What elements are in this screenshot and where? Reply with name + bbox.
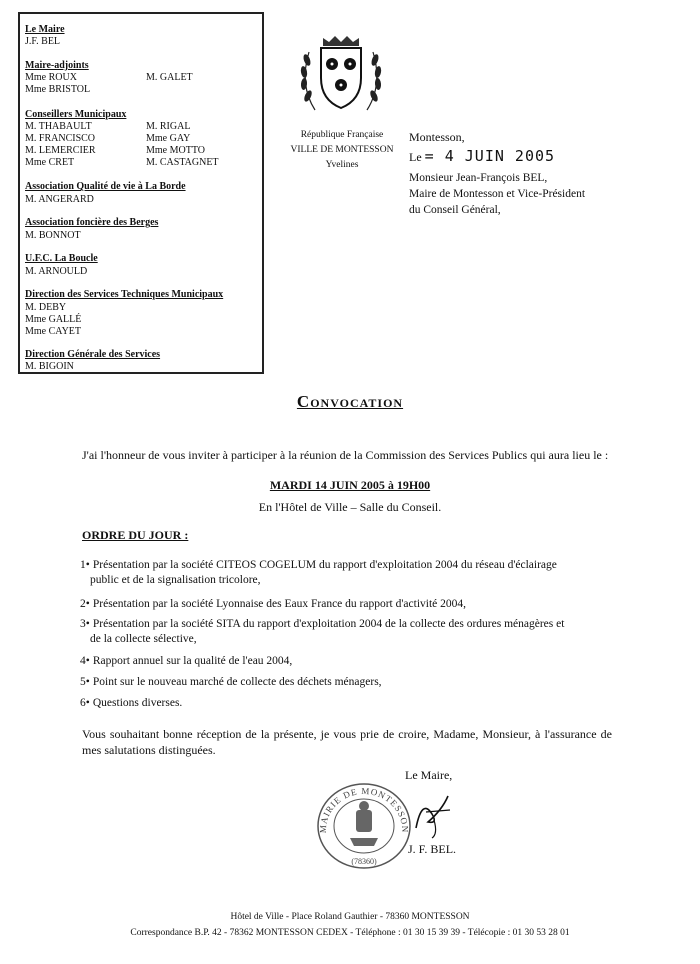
intro-paragraph: J'ai l'honneur de vous inviter à participer à la réunion de la Commission des Services Publics qui aura lieu le : <box>82 448 609 462</box>
asso1-title: Association Qualité de vie à La Borde <box>25 181 186 192</box>
adjoints-title: Maire-adjoints <box>25 60 89 71</box>
ufc-name: M. ARNOULD <box>25 266 88 277</box>
adjoint-name: M. GALET <box>146 72 193 83</box>
asso1-name: M. ANGERARD <box>25 194 94 205</box>
sender-line: du Conseil Général, <box>409 204 501 216</box>
signature-label: Le Maire, <box>405 768 453 782</box>
conseiller-name: M. THABAULT <box>25 121 92 132</box>
place-date <box>409 130 555 165</box>
agenda-item: 3• Présentation par la société SITA du rapport d'exploitation 2004 de la collecte des ordures ménagères et de la collecte sélective, <box>80 618 565 645</box>
agenda-item: 1• Présentation par la société CITEOS COGELUM du rapport d'exploitation 2004 du réseau d'éclairage public et de la signalisation tricolore, <box>80 559 557 586</box>
conseiller-name: M. LEMERCIER <box>25 145 96 156</box>
maire-title: Le Maire <box>25 24 65 35</box>
conseiller-name: Mme GAY <box>146 133 191 144</box>
yvelines-line: Yvelines <box>325 160 359 170</box>
conseillers-title: Conseillers Municipaux <box>25 109 127 120</box>
dst-title: Direction des Services Techniques Municipaux <box>25 289 224 300</box>
republique-line: République Française <box>300 130 384 140</box>
seal-bottom-text: (78360) <box>351 857 377 866</box>
asso2-name: M. BONNOT <box>25 230 81 241</box>
conseiller-name: Mme MOTTO <box>146 145 205 156</box>
city-label: Montesson, <box>409 130 465 144</box>
dgs-name: M. BIGOIN <box>25 361 74 372</box>
closing-paragraph: Vous souhaitant bonne réception de la présente, je vous prie de croire, Madame, Monsieur, à l'assurance de mes salutations distinguées. <box>82 727 612 757</box>
asso2-title: Association foncière des Berges <box>25 217 159 228</box>
agenda-item: 2• Présentation par la société Lyonnaise des Eaux France du rapport d'activité 2004, <box>80 598 467 610</box>
conseiller-name: M. FRANCISCO <box>25 133 96 144</box>
le-label: Le <box>409 150 422 164</box>
dst-name: M. DEBY <box>25 302 67 313</box>
footer-contact: Correspondance B.P. 42 - 78362 MONTESSON CEDEX - Téléphone : 01 30 15 39 39 - Télécopie : 01 30 53 28 01 <box>130 928 570 938</box>
footer-address: Hôtel de Ville - Place Roland Gauthier - 78360 MONTESSON <box>230 912 470 922</box>
sender-line: Maire de Montesson et Vice-Président <box>409 188 586 200</box>
official-seal <box>314 780 416 872</box>
agenda-title: ORDRE DU JOUR : <box>82 528 189 542</box>
seal-top-text: MAIRIE DE MONTESSON <box>317 785 411 834</box>
meeting-place: En l'Hôtel de Ville – Salle du Conseil. <box>258 500 442 514</box>
meeting-date: MARDI 14 JUIN 2005 à 19H00 <box>269 478 431 492</box>
council-box <box>18 12 264 374</box>
dst-name: Mme GALLÉ <box>25 314 82 325</box>
ufc-title: U.F.C. La Boucle <box>25 253 98 264</box>
ville-line: VILLE DE MONTESSON <box>290 145 394 155</box>
signature-name: J. F. BEL. <box>408 842 457 856</box>
agenda-item: 4• Rapport annuel sur la qualité de l'eau 2004, <box>80 655 293 667</box>
sender-line: Monsieur Jean-François BEL, <box>409 172 548 184</box>
adjoint-name: Mme BRISTOL <box>25 84 91 95</box>
agenda-item: 6• Questions diverses. <box>80 697 183 709</box>
conseiller-name: M. CASTAGNET <box>146 157 219 168</box>
maire-name: J.F. BEL <box>25 36 61 47</box>
agenda-item: 5• Point sur le nouveau marché de collecte des déchets ménagers, <box>80 676 382 688</box>
dgs-title: Direction Générale des Services <box>25 349 161 360</box>
dst-name: Mme CAYET <box>25 326 82 337</box>
adjoint-name: Mme ROUX <box>25 72 77 83</box>
conseiller-name: Mme CRET <box>25 157 75 168</box>
town-crest-logo <box>295 30 387 122</box>
document-title: Convocation <box>296 392 404 411</box>
conseiller-name: M. RIGAL <box>146 121 191 132</box>
handwritten-signature <box>408 790 458 840</box>
date-stamp: = 4 JUIN 2005 <box>424 147 556 165</box>
